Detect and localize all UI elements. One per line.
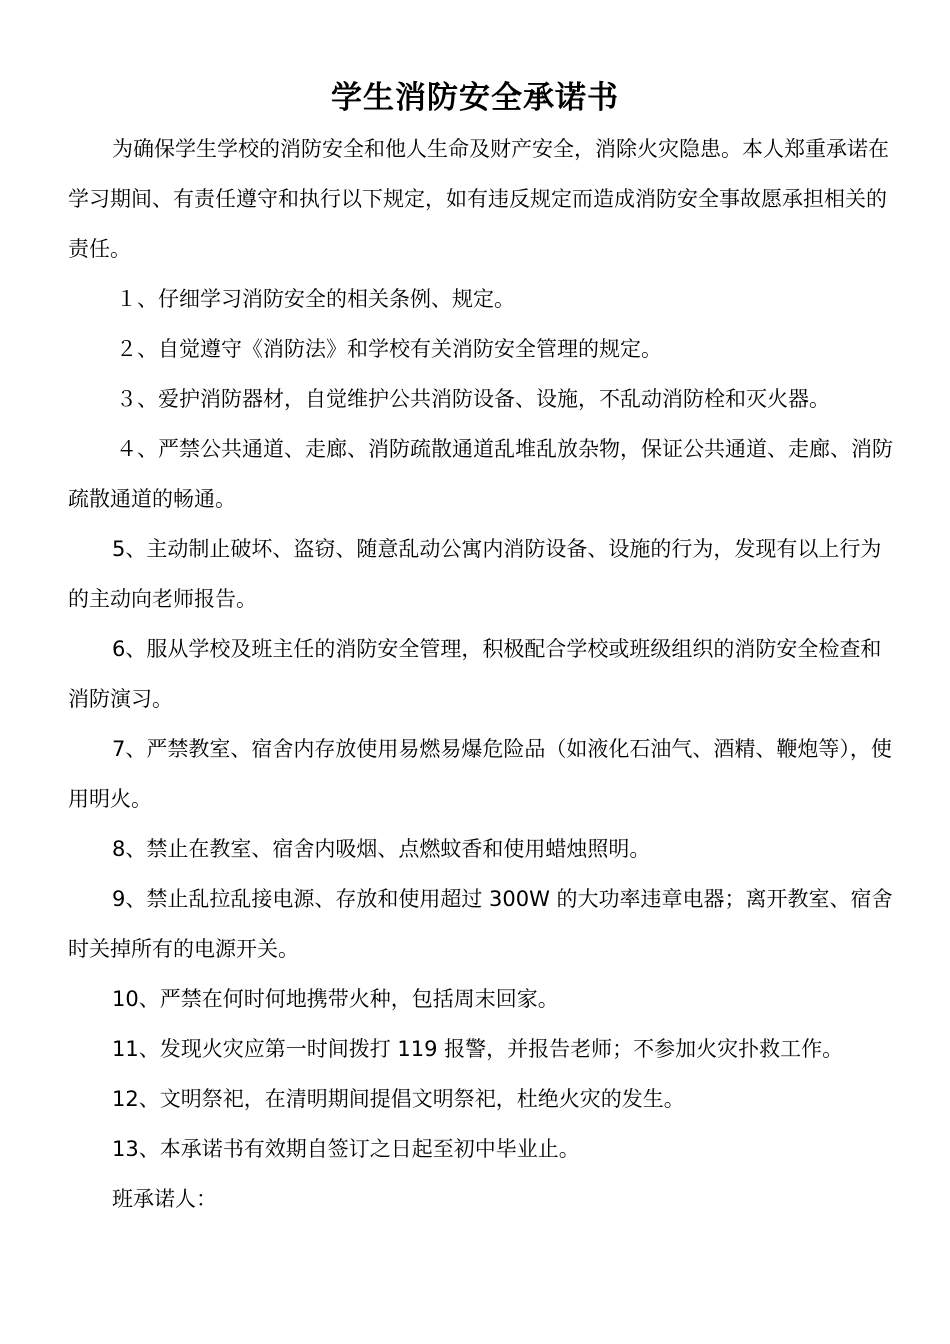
rule-item: 10、严禁在何时何地携带火种，包括周末回家。 — [112, 987, 559, 1011]
rule-item: 5、主动制止破坏、盗窃、随意乱动公寓内消防设备、设施的行为，发现有以上行为的主动向老师报告。 — [68, 537, 882, 611]
signature-label: 班承诺人： — [112, 1187, 217, 1211]
document-title: 学生消防安全承诺书 — [331, 80, 619, 116]
rule-item: 8、禁止在教室、宿舍内吸烟、点燃蚊香和使用蜡烛照明。 — [112, 837, 651, 861]
rule-item: ４、严禁公共通道、走廊、消防疏散通道乱堆乱放杂物，保证公共通道、走廊、消防疏散通道的畅通。 — [68, 437, 893, 511]
rule-item: 11、发现火灾应第一时间拨打 119 报警，并报告老师；不参加火灾扑救工作。 — [112, 1037, 844, 1061]
rule-item: １、仔细学习消防安全的相关条例、规定。 — [116, 287, 515, 311]
rule-item: 9、禁止乱拉乱接电源、存放和使用超过 300W 的大功率违章电器；离开教室、宿舍时关掉所有的电源开关。 — [68, 887, 893, 961]
rule-item: 13、本承诺书有效期自签订之日起至初中毕业止。 — [112, 1137, 580, 1161]
rule-item: ２、自觉遵守《消防法》和学校有关消防安全管理的规定。 — [116, 337, 662, 361]
document-body — [68, 124, 898, 1224]
intro-paragraph: 为确保学生学校的消防安全和他人生命及财产安全，消除火灾隐患。本人郑重承诺在学习期间、有责任遵守和执行以下规定，如有违反规定而造成消防安全事故愿承担相关的责任。 — [68, 137, 889, 261]
rule-item: 7、严禁教室、宿舍内存放使用易燃易爆危险品（如液化石油气、酒精、鞭炮等），使用明火。 — [68, 737, 892, 811]
rule-item: 6、服从学校及班主任的消防安全管理，积极配合学校或班级组织的消防安全检查和消防演习。 — [68, 637, 882, 711]
rule-item: 12、文明祭祀，在清明期间提倡文明祭祀，杜绝火灾的发生。 — [112, 1087, 685, 1111]
rule-item: ３、爱护消防器材，自觉维护公共消防设备、设施，不乱动消防栓和灭火器。 — [116, 387, 830, 411]
